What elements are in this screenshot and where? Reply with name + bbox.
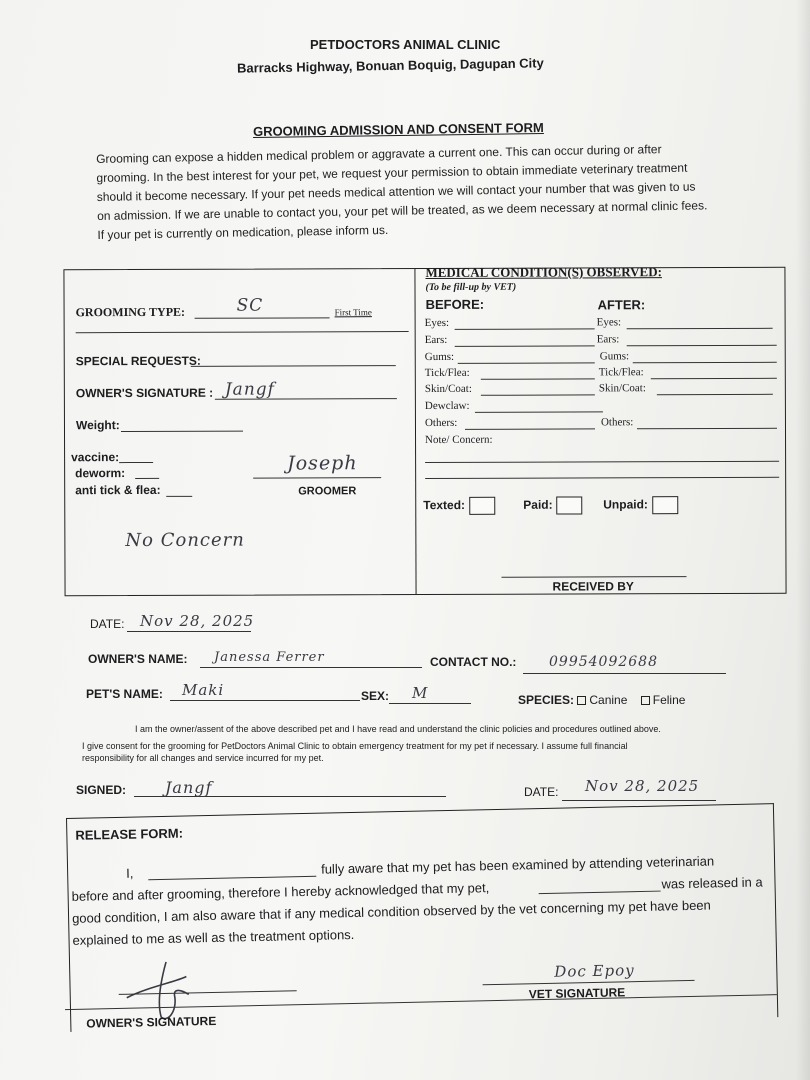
- weight-label: Weight:: [75, 418, 120, 433]
- before-skin-label: Skin/Coat:: [424, 382, 472, 396]
- after-ears-line: [627, 345, 777, 347]
- intro-line: If your pet is currently on medication, please inform us.: [97, 222, 389, 242]
- release-form-box: [66, 803, 778, 1032]
- after-tick-line: [651, 378, 777, 379]
- release-line-1: fully aware that my pet has been examined by attending veterinarian: [320, 853, 715, 877]
- canine-label: Canine: [589, 693, 628, 707]
- vaccine-line: [119, 462, 153, 463]
- texted-field: [423, 497, 495, 515]
- species-field: [518, 693, 685, 707]
- after-eyes-line: [627, 328, 773, 330]
- before-gums-label: Gums:: [424, 350, 455, 364]
- special-requests-label: SPECIAL REQUESTS:: [75, 353, 201, 369]
- anti-tick-line: [166, 496, 192, 497]
- grooming-type-value: SC: [236, 295, 264, 316]
- feline-checkbox[interactable]: [641, 696, 650, 705]
- canine-checkbox[interactable]: [577, 696, 586, 705]
- received-by-label: RECEIVED BY: [552, 579, 634, 594]
- unpaid-label: Unpaid:: [603, 497, 648, 512]
- intro-line: Grooming can expose a hidden medical problem or aggravate a current one. This can occur during or after: [96, 142, 662, 166]
- consent-line: I am the owner/assent of the above described pet and I have read and understand the clinic policies and procedures outlined above.: [135, 724, 661, 734]
- pet-name-line: [170, 700, 360, 701]
- sex-line: [389, 703, 471, 704]
- concern-note: No Concern: [125, 529, 245, 552]
- note-concern-line-1: [425, 461, 779, 463]
- grooming-type-line: [195, 317, 330, 318]
- special-requests-line: [191, 365, 396, 367]
- release-line-3: good condition, I am also aware that if any medical condition observed by the vet concerning my pet have been: [71, 897, 711, 926]
- intro-paragraph: [96, 139, 708, 245]
- after-eyes-label: Eyes:: [596, 316, 622, 329]
- pet-name-value: Maki: [182, 681, 225, 699]
- groomer-label: GROOMER: [298, 485, 357, 498]
- after-gums-line: [633, 362, 777, 364]
- signed-value: Jangf: [165, 778, 213, 797]
- date-value: Nov 28, 2025: [140, 612, 255, 630]
- grooming-type-label: GROOMING TYPE:: [75, 304, 186, 320]
- paid-field: [523, 496, 582, 514]
- medical-subtitle: (To be fill-up by VET): [425, 281, 517, 293]
- vaccine-label: vaccine:: [71, 450, 120, 465]
- release-line-2: before and after grooming, therefore I hereby acknowledged that my pet,: [71, 880, 490, 904]
- release-line-2-tail: was released in a: [661, 874, 763, 892]
- paper-edge-shadow: [796, 0, 810, 1080]
- date-label: DATE:: [90, 617, 125, 631]
- before-others-line: [465, 428, 595, 429]
- owner-name-label: OWNER'S NAME:: [88, 652, 188, 666]
- vet-signature-line: [483, 980, 695, 985]
- column-divider: [414, 269, 416, 594]
- admission-box: [63, 264, 786, 597]
- unpaid-checkbox[interactable]: [652, 496, 678, 514]
- after-skin-line: [657, 394, 773, 395]
- intro-line: on admission. If we are unable to contact you, your pet will be treated, as we deem necessary at normal clinic fees.: [97, 198, 708, 223]
- unpaid-field: [603, 496, 678, 514]
- texted-label: Texted:: [423, 498, 466, 513]
- before-ears-line: [455, 345, 595, 346]
- before-eyes-label: Eyes:: [424, 316, 450, 330]
- deworm-line: [135, 478, 159, 479]
- before-eyes-line: [455, 328, 595, 329]
- species-label: SPECIES:: [518, 693, 575, 707]
- intro-line: should it become necessary. If your pet needs medical attention we will contact your number that was given to us: [96, 179, 696, 204]
- release-pet-line: [539, 891, 661, 895]
- received-by-line: [502, 576, 687, 578]
- first-time-label: First Time: [334, 307, 372, 318]
- pet-name-label: PET'S NAME:: [86, 687, 163, 701]
- note-concern-line-2: [425, 477, 779, 479]
- consent-line: responsibility for all changes and service incurred for my pet.: [82, 753, 324, 763]
- before-others-label: Others:: [424, 416, 458, 429]
- after-label: AFTER:: [597, 297, 646, 313]
- owner-signature-label: OWNER'S SIGNATURE :: [75, 385, 214, 401]
- owner-name-line: [200, 667, 422, 668]
- clinic-name: PETDOCTORS ANIMAL CLINIC: [310, 37, 501, 52]
- deworm-label: deworm:: [75, 466, 126, 481]
- before-gums-line: [458, 362, 595, 363]
- after-others-line: [637, 428, 777, 429]
- groomer-value: Joseph: [287, 452, 358, 475]
- sex-label: SEX:: [361, 689, 390, 703]
- owner-name-value: Janessa Ferrer: [214, 650, 325, 665]
- texted-checkbox[interactable]: [469, 497, 495, 515]
- grooming-extra-line: [76, 331, 409, 333]
- after-tick-label: Tick/Flea:: [598, 366, 644, 379]
- medical-title: MEDICAL CONDITION(S) OBSERVED:: [425, 264, 662, 280]
- groomer-line: [253, 477, 381, 478]
- date-line: [127, 631, 251, 632]
- before-tick-line: [481, 378, 595, 379]
- before-label: BEFORE:: [425, 296, 485, 312]
- consent-line: I give consent for the grooming for PetDoctors Animal Clinic to obtain emergency treatment for my pet if necessary. I assume full financial: [82, 741, 628, 751]
- vet-signature-label: VET SIGNATURE: [528, 985, 626, 1002]
- after-skin-label: Skin/Coat:: [598, 382, 646, 395]
- after-others-label: Others:: [600, 416, 634, 429]
- feline-label: Feline: [652, 693, 686, 707]
- vet-signature-value: Doc Epoy: [554, 961, 635, 981]
- signed-date-value: Nov 28, 2025: [585, 777, 700, 795]
- contact-value: 09954092688: [549, 654, 658, 670]
- release-line-4: explained to me as well as the treatment options.: [72, 926, 355, 948]
- anti-tick-label: anti tick & flea:: [75, 482, 161, 498]
- signed-date-line: [562, 800, 716, 801]
- signed-date-label: DATE:: [524, 785, 559, 799]
- owner-release-signature-label: OWNER'S SIGNATURE: [86, 1013, 217, 1031]
- before-skin-line: [481, 394, 595, 395]
- release-title: RELEASE FORM:: [75, 825, 184, 843]
- release-i-label: I,: [126, 865, 134, 881]
- intro-line: grooming. In the best interest for your pet, we request your permission to obtain immediate veterinary treatment: [96, 160, 688, 185]
- after-ears-label: Ears:: [596, 333, 620, 346]
- before-ears-label: Ears:: [424, 333, 448, 347]
- before-dewclaw-line: [475, 411, 603, 412]
- paid-checkbox[interactable]: [557, 496, 583, 514]
- clinic-address: Barracks Highway, Bonuan Boquig, Dagupan City: [236, 55, 544, 76]
- note-concern-label: Note/ Concern:: [425, 433, 493, 446]
- before-dewclaw-label: Dewclaw:: [424, 399, 470, 413]
- contact-label: CONTACT NO.:: [430, 655, 517, 669]
- sex-value: M: [412, 684, 429, 702]
- signed-label: SIGNED:: [76, 783, 127, 797]
- owner-signature-value: Jangf: [224, 379, 275, 400]
- paid-label: Paid:: [523, 497, 553, 512]
- release-name-line: [148, 876, 316, 881]
- contact-line: [523, 673, 726, 674]
- weight-line: [121, 431, 243, 432]
- after-gums-label: Gums:: [599, 350, 630, 363]
- form-title: GROOMING ADMISSION AND CONSENT FORM: [252, 119, 544, 140]
- before-tick-label: Tick/Flea:: [424, 366, 470, 380]
